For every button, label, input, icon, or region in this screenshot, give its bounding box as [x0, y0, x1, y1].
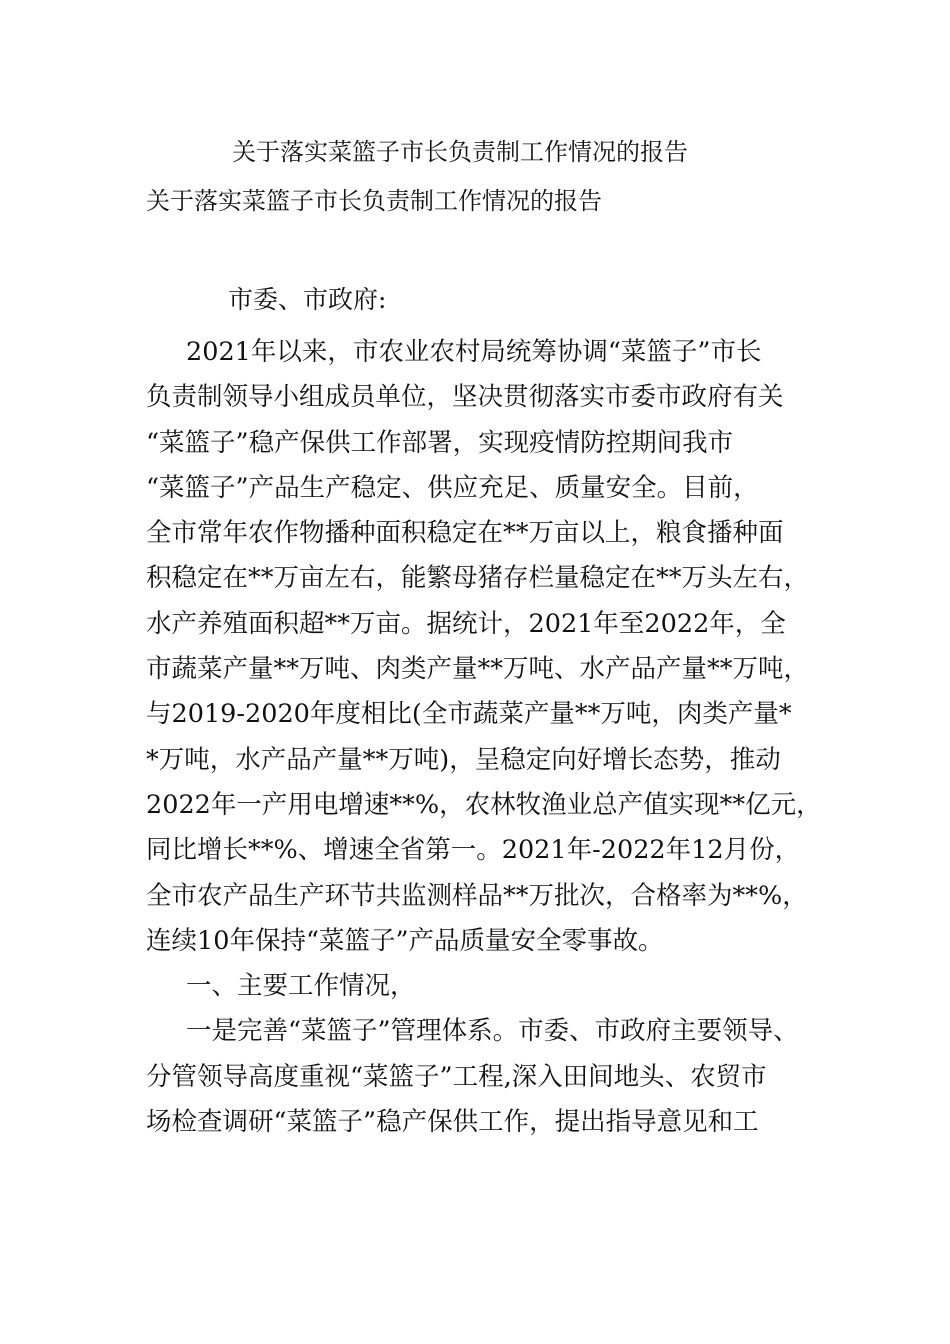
text-line: 全市常年农作物播种面积稳定在**万亩以上，粮食播种面	[146, 518, 784, 549]
document-title: 关于落实菜篮子市长负责制工作情况的报告	[232, 138, 688, 166]
text-line: *万吨，水产品产量**万吨)，呈稳定向好增长态势，推动	[146, 744, 781, 775]
salutation: 市委、市政府:	[228, 285, 387, 314]
text-line: 一是完善“菜篮子”管理体系。市委、市政府主要领导、	[186, 1016, 799, 1047]
text-line: 与2019-2020年度相比(全市蔬菜产量**万吨，肉类产量*	[146, 699, 792, 730]
document-subtitle: 关于落实菜篮子市长负责制工作情况的报告	[146, 187, 602, 215]
text-line: 负责制领导小组成员单位，坚决贯彻落实市委市政府有关	[146, 382, 784, 413]
text-line: 同比增长**%、增速全省第一。2021年-2022年12月份，	[146, 835, 801, 866]
text-line: 全市农产品生产环节共监测样品**万批次，合格率为**%，	[146, 880, 808, 911]
text-line: “菜篮子”产品生产稳定、供应充足、质量安全。目前，	[146, 472, 759, 503]
body-text	[146, 330, 826, 1145]
text-line: 市蔬菜产量**万吨、肉类产量**万吨、水产品产量**万吨，	[146, 654, 810, 685]
text-line: 连续10年保持“菜篮子”产品质量安全零事故。	[146, 925, 664, 956]
text-line: “菜篮子”稳产保供工作部署，实现疫情防控期间我市	[146, 427, 734, 458]
text-line: 积稳定在**万亩左右，能繁母猪存栏量稳定在**万头左右，	[146, 563, 810, 594]
section-heading: 一、主要工作情况，	[186, 971, 416, 1002]
text-line: 场检查调研“菜篮子”稳产保供工作，提出指导意见和工	[146, 1107, 759, 1138]
text-line: 2021年以来，市农业农村局统筹协调“菜篮子”市长	[186, 337, 762, 367]
text-line: 2022年一产用电增速**%，农林牧渔业总产值实现**亿元，	[146, 789, 822, 820]
text-line: 水产养殖面积超**万亩。据统计，2021年至2022年，全	[146, 608, 786, 639]
text-line: 分管领导高度重视“菜篮子”工程,深入田间地头、农贸市	[146, 1061, 767, 1092]
